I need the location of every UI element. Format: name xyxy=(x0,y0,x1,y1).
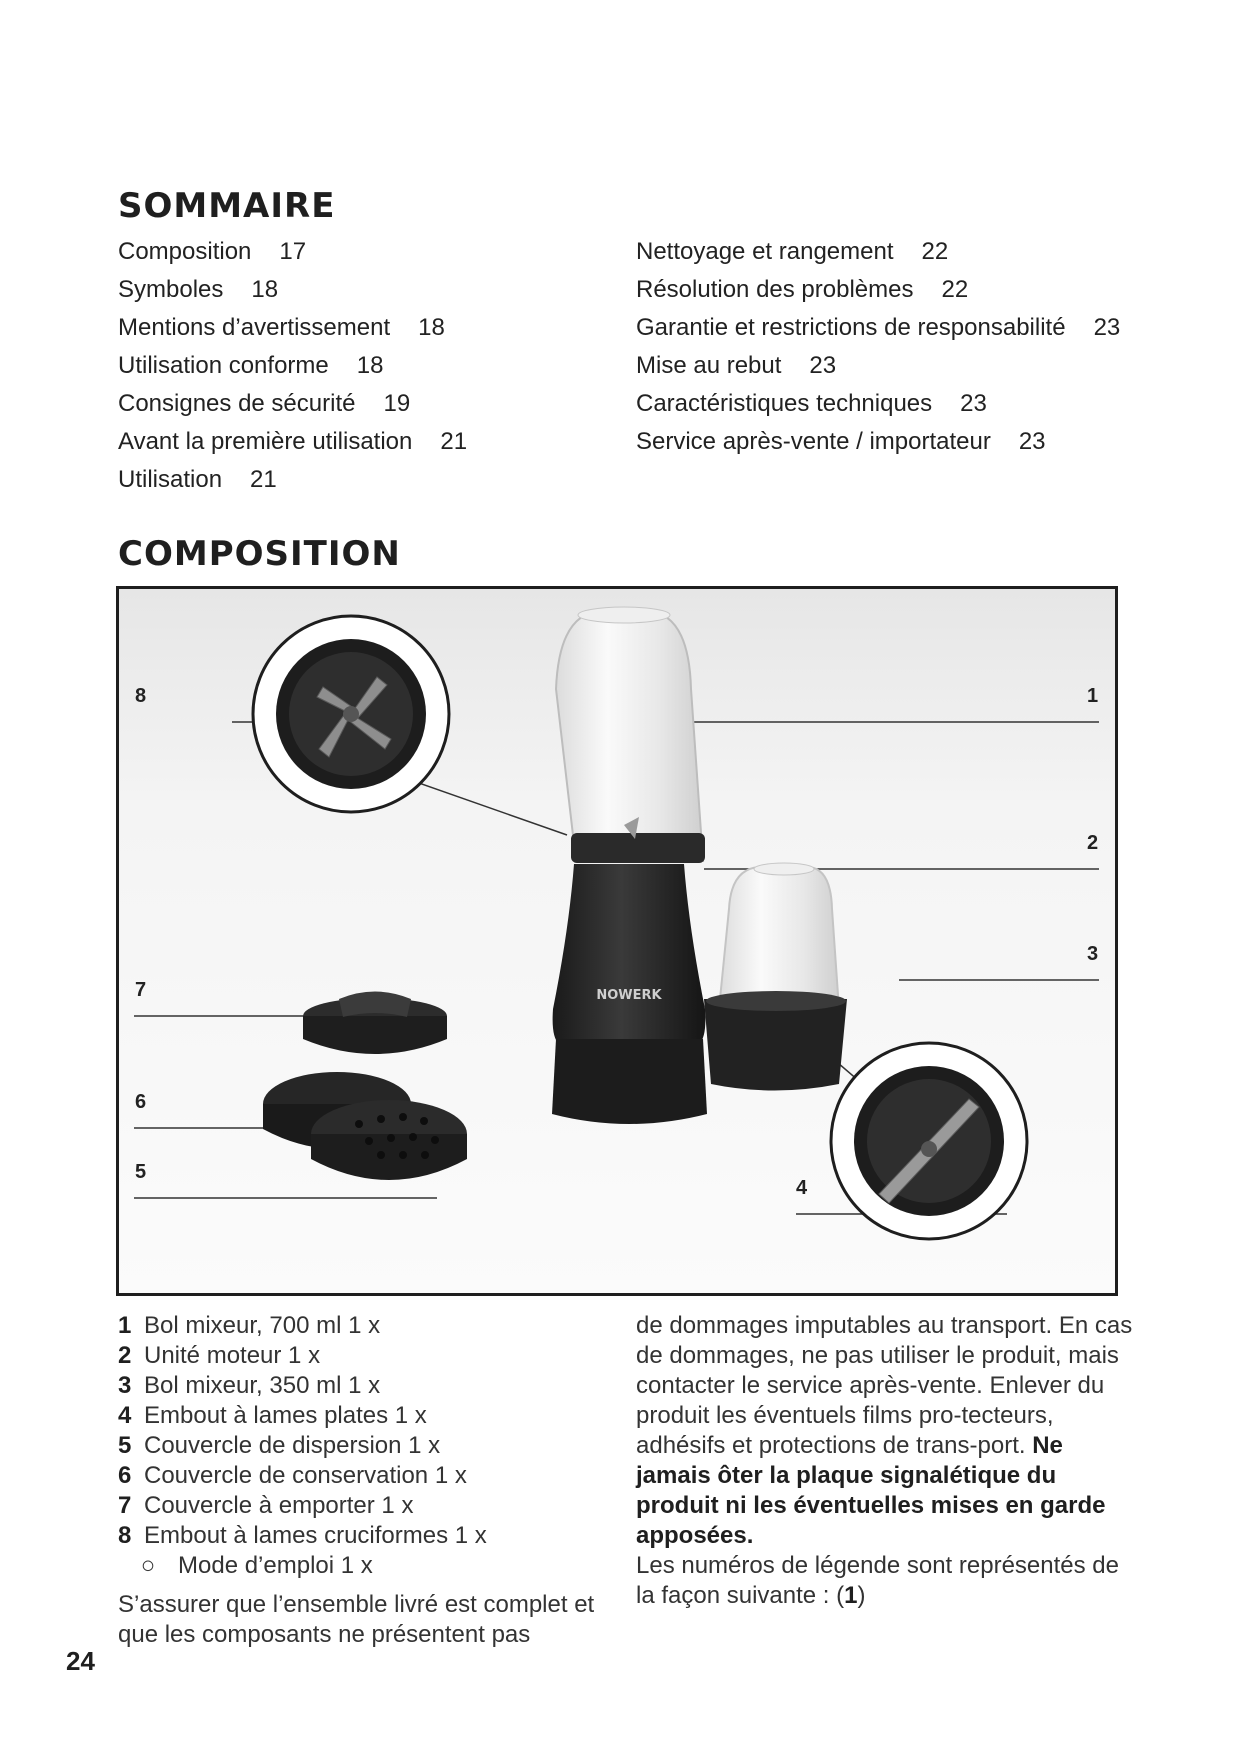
list-item: 1 Bol mixeur, 700 ml 1 x xyxy=(118,1312,381,1339)
blade-collar xyxy=(571,833,705,863)
toc-item[interactable]: Nettoyage et rangement 22 xyxy=(636,238,949,265)
brand-label: NOWERK xyxy=(596,988,662,1003)
callout-7: 7 xyxy=(135,979,147,1001)
composition-title: COMPOSITION xyxy=(118,534,401,574)
toc-left-column xyxy=(118,240,467,506)
toc-item[interactable]: Consignes de sécurité 19 xyxy=(118,390,411,417)
toc-item[interactable]: Utilisation 21 xyxy=(118,466,277,493)
list-item: 5 Couvercle de dispersion 1 x xyxy=(118,1432,441,1459)
small-cup xyxy=(719,867,839,1009)
list-item: 8 Embout à lames cruciformes 1 x xyxy=(118,1522,487,1549)
small-cup-blade-base xyxy=(704,999,847,1091)
toc-item[interactable]: Garantie et restrictions de responsabilité 23 xyxy=(636,314,1121,341)
list-item: 3 Bol mixeur, 350 ml 1 x xyxy=(118,1372,381,1399)
product-figure xyxy=(116,586,1118,1296)
callout-8: 8 xyxy=(135,685,147,707)
toc-item[interactable]: Symboles 18 xyxy=(118,276,279,303)
toc-right-column xyxy=(636,240,1120,468)
toc-item[interactable]: Mise au rebut 23 xyxy=(636,352,837,379)
list-item: 4 Embout à lames plates 1 x xyxy=(118,1402,427,1429)
list-item: 6 Couvercle de conservation 1 x xyxy=(118,1462,467,1489)
callout-5: 5 xyxy=(135,1161,147,1183)
parts-list xyxy=(118,1311,487,1581)
toc-item[interactable]: Mentions d’avertissement 18 xyxy=(118,314,445,341)
blender-illustration xyxy=(119,589,1115,1293)
page-number: 24 xyxy=(66,1646,95,1676)
bullet-icon: ○ xyxy=(140,1552,156,1579)
delivery-check-text: S’assurer que l’ensemble livré est complet et que les composants ne présentent pas xyxy=(118,1591,595,1648)
toc-title: SOMMAIRE xyxy=(118,186,336,226)
transport-paragraph: de dommages imputables au transport. En cas de dommages, ne pas utiliser le produit, mais contacter le service après-vente. Enlever du produit les éventuels films pro-tecteurs, adhésifs et protections de trans-port. Ne jamais ôter la plaque signalétique du produit ni les éventuelles mises en garde apposées. xyxy=(636,1312,1133,1549)
toc-item[interactable]: Résolution des problèmes 22 xyxy=(636,276,969,303)
motor-foot xyxy=(552,1039,707,1124)
legend-paragraph: Les numéros de légende sont représentés de la façon suivante : (1) xyxy=(636,1552,1119,1609)
list-item: 7 Couvercle à emporter 1 x xyxy=(118,1492,414,1519)
toc-item[interactable]: Utilisation conforme 18 xyxy=(118,352,384,379)
callout-3: 3 xyxy=(1087,943,1099,965)
toc-item[interactable]: Service après-vente / importateur 23 xyxy=(636,428,1046,455)
list-item: 2 Unité moteur 1 x xyxy=(118,1342,321,1369)
toc-item[interactable]: Caractéristiques techniques 23 xyxy=(636,390,987,417)
callout-1: 1 xyxy=(1087,685,1099,707)
motor-unit xyxy=(553,864,706,1044)
callout-6: 6 xyxy=(135,1091,147,1113)
toc-item[interactable]: Avant la première utilisation 21 xyxy=(118,428,468,455)
callout-4: 4 xyxy=(796,1177,808,1199)
toc-item[interactable]: Composition 17 xyxy=(118,238,307,265)
list-item-manual: ○ Mode d’emploi 1 x xyxy=(118,1551,487,1581)
callout-2: 2 xyxy=(1087,832,1099,854)
